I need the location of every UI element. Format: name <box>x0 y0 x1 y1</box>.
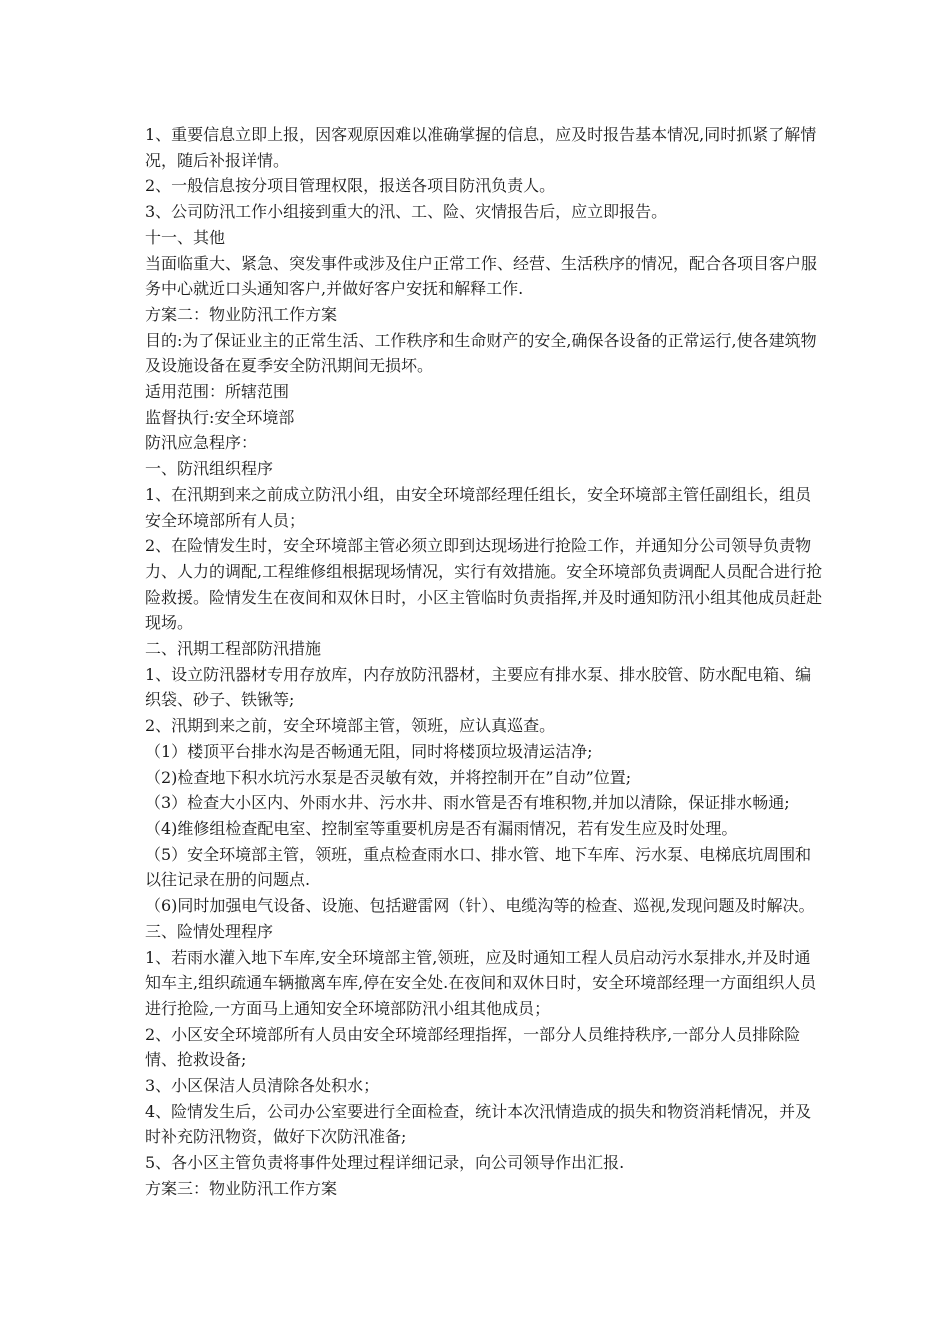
paragraph: 1、若雨水灌入地下车库,安全环境部主管,领班，应及时通知工程人员启动污水泵排水,并及时通知车主,组织疏通车辆撤离车库,停在安全处.在夜间和双休日时，安全环境部经理一方面组织人员进行抢险,一方面马上通知安全环境部防汛小组其他成员； <box>145 947 817 1018</box>
paragraph: 监督执行:安全环境部 <box>145 407 295 427</box>
section-heading: 十一、其他 <box>145 227 226 247</box>
paragraph: 2、一般信息按分项目管理权限，报送各项目防汛负责人。 <box>145 176 556 196</box>
document-body <box>145 122 825 1202</box>
paragraph: 3、小区保洁人员清除各处积水； <box>145 1076 380 1096</box>
section-heading: 一、防汛组织程序 <box>145 459 274 479</box>
paragraph: 目的:为了保证业主的正常生活、工作秩序和生命财产的安全,确保各设备的正常运行,使各建筑物及设施设备在夏季安全防汛期间无损坏。 <box>145 330 817 376</box>
section-heading: 二、汛期工程部防汛措施 <box>145 639 322 659</box>
paragraph: 2、汛期到来之前，安全环境部主管，领班，应认真巡查。 <box>145 716 556 736</box>
paragraph: 1、设立防汛器材专用存放库，内存放防汛器材，主要应有排水泵、排水胶管、防水配电箱、编织袋、砂子、铁锹等; <box>145 664 812 710</box>
paragraph: 2、在险情发生时，安全环境部主管必须立即到达现场进行抢险工作，并通知分公司领导负责物力、人力的调配,工程维修组根据现场情况，实行有效措施。安全环境部负责调配人员配合进行抢险救援。险情发生在夜间和双休日时，小区主管临时负责指挥,并及时通知防汛小组其他成员赶赴现场。 <box>145 536 823 633</box>
paragraph: 2、小区安全环境部所有人员由安全环境部经理指挥，一部分人员维持秩序,一部分人员排除险情、抢救设备; <box>145 1024 801 1070</box>
paragraph: 1、在汛期到来之前成立防汛小组，由安全环境部经理任组长，安全环境部主管任副组长，组员安全环境部所有人员； <box>145 484 812 530</box>
paragraph: （3）检查大小区内、外雨水井、污水井、雨水管是否有堆积物,并加以清除，保证排水畅通; <box>145 793 790 813</box>
paragraph: 防汛应急程序： <box>145 433 258 453</box>
paragraph: （5）安全环境部主管，领班，重点检查雨水口、排水管、地下车库、污水泵、电梯底坑周围和以往记录在册的问题点. <box>145 844 812 890</box>
paragraph: 5、各小区主管负责将事件处理过程详细记录，向公司领导作出汇报. <box>145 1153 625 1173</box>
paragraph: 1、重要信息立即上报，因客观原因难以准确掌握的信息，应及时报告基本情况,同时抓紧了解情况，随后补报详情。 <box>145 125 817 170</box>
section-heading: 方案三：物业防汛工作方案 <box>145 1178 338 1198</box>
paragraph: 适用范围：所辖范围 <box>145 382 290 402</box>
paragraph: （1）楼顶平台排水沟是否畅通无阻，同时将楼顶垃圾清运洁净; <box>145 741 593 761</box>
paragraph: （4)维修组检查配电室、控制室等重要机房是否有漏雨情况，若有发生应及时处理。 <box>145 818 738 838</box>
paragraph: （6)同时加强电气设备、设施、包括避雷网（针）、电缆沟等的检查、巡视,发现问题及时解决。 <box>145 896 815 916</box>
paragraph: 4、险情发生后，公司办公室要进行全面检查，统计本次汛情造成的损失和物资消耗情况，并及时补充防汛物资，做好下次防汛准备; <box>145 1101 812 1147</box>
paragraph: （2)检查地下积水坑污水泵是否灵敏有效，并将控制开在”自动”位置; <box>145 767 632 787</box>
paragraph: 3、公司防汛工作小组接到重大的汛、工、险、灾情报告后，应立即报告。 <box>145 202 668 222</box>
paragraph: 当面临重大、紧急、突发事件或涉及住户正常工作、经营、生活秩序的情况，配合各项目客户服务中心就近口头通知客户,并做好客户安抚和解释工作. <box>145 253 818 299</box>
section-heading: 方案二：物业防汛工作方案 <box>145 304 338 324</box>
section-heading: 三、险情处理程序 <box>145 921 274 941</box>
